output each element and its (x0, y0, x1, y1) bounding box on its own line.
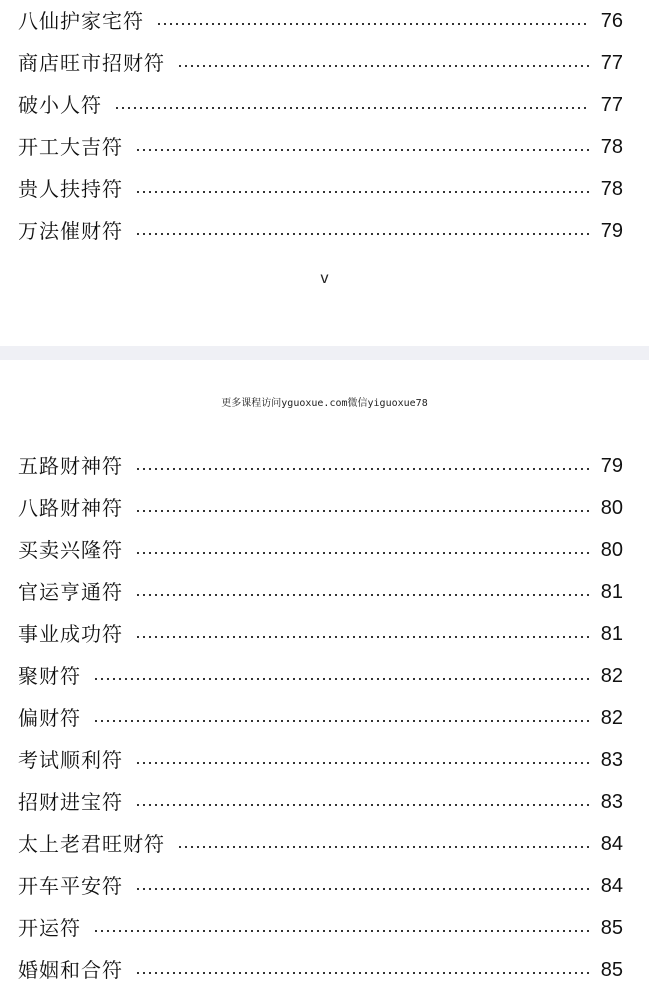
toc-page-bottom (0, 360, 649, 984)
toc-entry-title: 太上老君旺财符 (18, 832, 165, 856)
toc-entry (18, 697, 623, 739)
toc-entry-page: 83 (600, 749, 623, 771)
toc-entry-title: 破小人符 (18, 93, 102, 117)
toc-page-top (0, 0, 649, 346)
toc-entry-page: 76 (600, 10, 623, 32)
watermark-text: 更多课程访问yguoxue.com微信yiguoxue78 (221, 398, 428, 409)
toc-entry-title: 婚姻和合符 (18, 958, 123, 982)
dot-leader (177, 65, 589, 67)
toc-entry (18, 126, 623, 168)
dot-leader (135, 762, 589, 764)
toc-entry-title: 商店旺市招财符 (18, 51, 165, 75)
page-separator (0, 346, 649, 360)
toc-list (18, 445, 623, 991)
toc-entry (18, 42, 623, 84)
dot-leader (135, 233, 589, 235)
toc-entry (18, 571, 623, 613)
toc-entry-title: 聚财符 (18, 664, 81, 688)
toc-entry (18, 84, 623, 126)
toc-entry-title: 官运亨通符 (18, 580, 123, 604)
toc-entry-page: 77 (600, 52, 623, 74)
toc-entry (18, 168, 623, 210)
toc-entry-page: 85 (600, 959, 623, 981)
toc-entry (18, 0, 623, 42)
toc-entry (18, 865, 623, 907)
dot-leader (93, 720, 589, 722)
page-number: v (320, 270, 329, 287)
toc-entry-page: 78 (600, 178, 623, 200)
dot-leader (114, 107, 589, 109)
dot-leader (93, 930, 589, 932)
toc-entry (18, 613, 623, 655)
dot-leader (135, 804, 589, 806)
dot-leader (135, 468, 589, 470)
dot-leader (135, 552, 589, 554)
dot-leader (135, 191, 589, 193)
dot-leader (177, 846, 589, 848)
toc-entry (18, 210, 623, 252)
toc-entry (18, 445, 623, 487)
toc-entry-page: 80 (600, 539, 623, 561)
toc-entry-page: 81 (600, 623, 623, 645)
toc-entry-title: 开工大吉符 (18, 135, 123, 159)
toc-entry-title: 偏财符 (18, 706, 81, 730)
toc-entry-page: 85 (600, 917, 623, 939)
dot-leader (135, 594, 589, 596)
toc-entry-title: 招财进宝符 (18, 790, 123, 814)
toc-entry (18, 739, 623, 781)
toc-entry (18, 655, 623, 697)
toc-entry-page: 83 (600, 791, 623, 813)
toc-entry-title: 开运符 (18, 916, 81, 940)
toc-entry-title: 买卖兴隆符 (18, 538, 123, 562)
toc-entry-title: 事业成功符 (18, 622, 123, 646)
toc-entry-page: 84 (600, 875, 623, 897)
toc-entry (18, 487, 623, 529)
toc-entry-title: 开车平安符 (18, 874, 123, 898)
toc-entry-page: 77 (600, 94, 623, 116)
toc-entry (18, 529, 623, 571)
toc-entry-page: 78 (600, 136, 623, 158)
dot-leader (135, 636, 589, 638)
toc-entry-page: 79 (600, 455, 623, 477)
toc-entry-title: 八仙护家宅符 (18, 9, 144, 33)
toc-entry-title: 八路财神符 (18, 496, 123, 520)
toc-entry (18, 949, 623, 991)
dot-leader (156, 23, 589, 25)
toc-entry-title: 考试顺利符 (18, 748, 123, 772)
toc-entry-page: 80 (600, 497, 623, 519)
toc-entry-page: 79 (600, 220, 623, 242)
toc-entry-page: 82 (600, 665, 623, 687)
dot-leader (93, 678, 589, 680)
toc-entry (18, 823, 623, 865)
dot-leader (135, 972, 589, 974)
dot-leader (135, 510, 589, 512)
toc-entry (18, 781, 623, 823)
toc-entry-title: 万法催财符 (18, 219, 123, 243)
toc-entry-page: 82 (600, 707, 623, 729)
dot-leader (135, 888, 589, 890)
toc-entry-title: 五路财神符 (18, 454, 123, 478)
toc-entry (18, 907, 623, 949)
toc-list (18, 0, 623, 252)
toc-entry-title: 贵人扶持符 (18, 177, 123, 201)
toc-entry-page: 81 (600, 581, 623, 603)
toc-entry-page: 84 (600, 833, 623, 855)
dot-leader (135, 149, 589, 151)
